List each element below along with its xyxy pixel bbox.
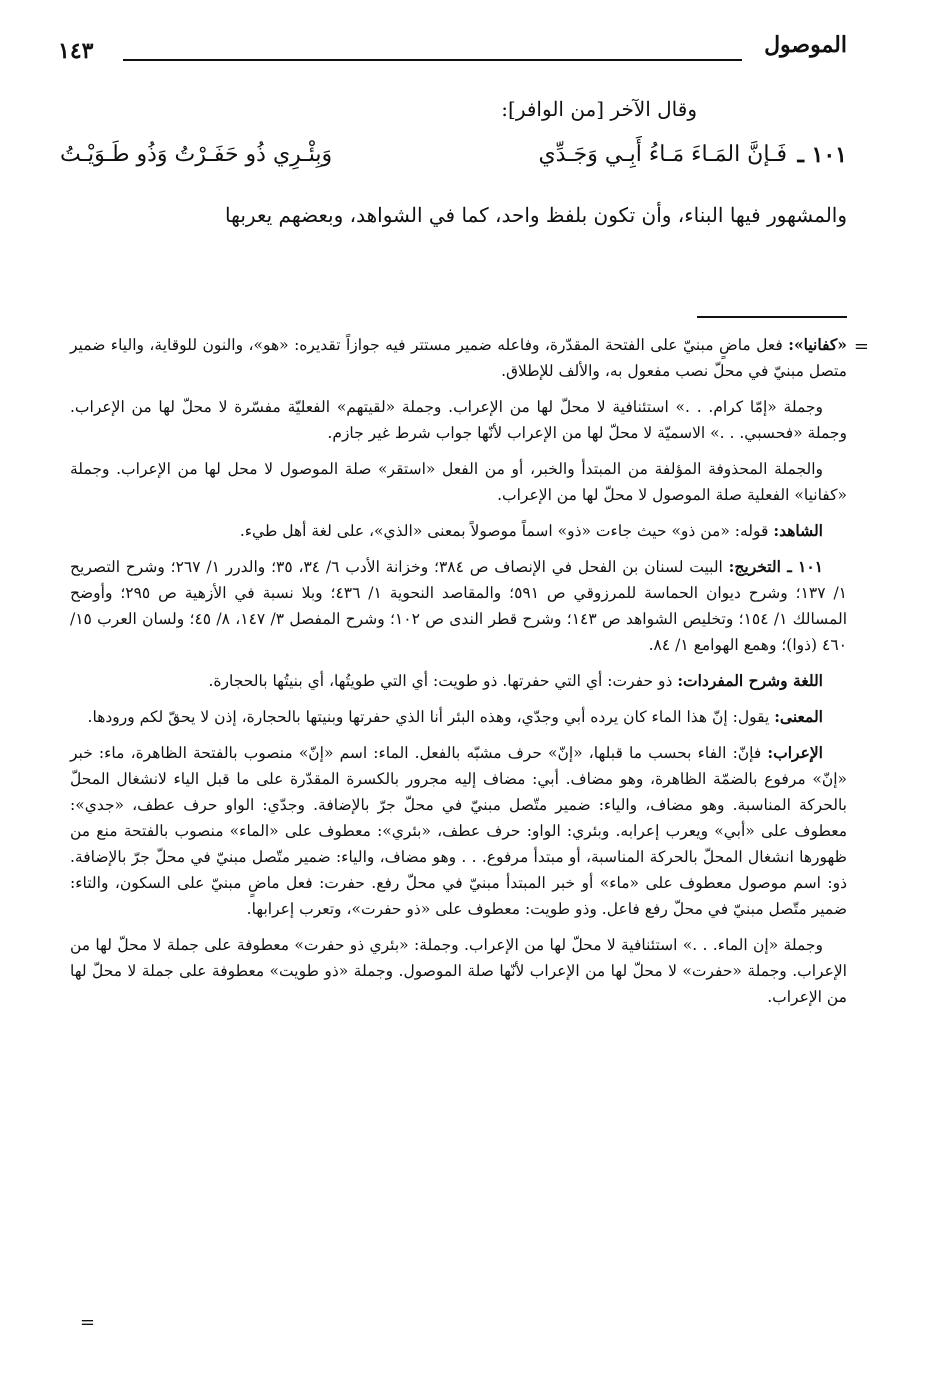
footnote-jumla-2: والجملة المحذوفة المؤلفة من المبتدأ والخبر، أو من الفعل «استقر» صلة الموصول لا محل لها من الإعراب. وجملة «كفانيا» الفعلية صلة الموصول لا محلّ لها من الإعراب. [70, 460, 847, 504]
footnote-jumal: وجملة «إن الماء. . .» استئنافية لا محلّ لها من الإعراب. وجملة: «بئري ذو حفرت» معطوفة على جملة لا محلّ لها من الإعراب. وجملة «حفرت» لا محلّ لها من الإعراب لأنّها صلة الموصول. وجملة «ذو طويت» معطوفة على جملة لا محلّ لها من الإعراب. [70, 936, 847, 1006]
shahid-text: قوله: «من ذو» حيث جاءت «ذو» اسماً موصولاً بمعنى «الذي»، على لغة أهل طيء. [239, 522, 774, 540]
verse-second-hemistich: وَبِئْـرِي ذُو حَفَـرْتُ وَذُو طَـوَيْـتُ [60, 142, 333, 167]
lugha-text: ذو حفرت: أي التي حفرتها. ذو طويت: أي التي طويتُها، أي بنيتُها بالحجارة. [208, 672, 678, 690]
verse-number: ١٠١ ـ [797, 142, 847, 168]
takhrij-text: البيت لسنان بن الفحل في الإنصاف ص ٣٨٤؛ وخزانة الأدب ٦/ ٣٤، ٣٥؛ والدرر ١/ ٢٦٧؛ وشرح التصريح ١/ ١٣٧؛ وشرح ديوان الحماسة للمرزوقي ص ٥٩١؛ والمقاصد النحوية ١/ ٤٣٦؛ وبلا نسبة في الأزهية ص ٢٩٥؛ وأوضح المسالك ١/ ١٥٤؛ وتخليص الشواهد ص ١٤٣؛ وشرح قطر الندى ص ١٠٢؛ وشرح المفصل ٣/ ١٤٧، ٨/ ٤٥؛ ولسان العرب ١٥/ ٤٦٠ (ذوا)؛ وهمع الهوامع ١/ ٨٤. [70, 558, 848, 654]
running-title: الموصول [764, 32, 847, 58]
footnote-lugha [70, 668, 847, 694]
takhrij-label: ١٠١ ـ التخريج: [728, 557, 823, 576]
footnote-separator [697, 316, 847, 318]
irab-label: الإعراب: [767, 743, 823, 762]
footnote-shahid [70, 518, 847, 544]
footnote-kafaniya [70, 332, 847, 384]
shahid-label: الشاهد: [773, 521, 823, 540]
footnote-irab [70, 740, 847, 922]
lugha-label: اللغة وشرح المفردات: [677, 671, 823, 690]
page-header [58, 32, 847, 72]
continuation-mark: = [853, 336, 869, 357]
maana-label: المعنى: [774, 707, 823, 726]
irab-text: فإنّ: الفاء بحسب ما قبلها، «إنّ» حرف مشبّه بالفعل. الماء: اسم «إنّ» منصوب بالفتحة الظاهرة، ماء: خبر «إنّ» مرفوع بالضمّة الظاهرة، وهو مضاف. أبي: مضاف إليه مجرور بالكسرة المقدّرة على ما قبل الياء لانشغال المحلّ بالحركة المناسبة. وهو مضاف، والياء: ضمير متّصل مبنيّ في محلّ جرّ بالإضافة. وجدّي: الواو حرف عطف، «جدي»: معطوف على «أبي» ويعرب إعرابه. وبئري: الواو: حرف عطف، «بئري»: معطوف على «الماء» منصوب بالفتحة منع من ظهورها انشغال المحلّ بالحركة المناسبة، أو مبتدأ مرفوع. . . وهو مضاف، والياء: ضمير متّصل مبنيّ في محلّ جرّ بالإضافة. ذو: اسم موصول معطوف على «ماء» أو خبر المبتدأ مبنيّ في محلّ رفع. حفرت: فعل ماضٍ مبنيّ على السكون، والتاء: ضمير متّصل مبنيّ في محلّ رفع فاعل. وذو طويت: معطوف على «ذو حفرت»، وتعرب إعرابها. [70, 744, 847, 918]
footnote-jumla-1: وجملة «إمّا كرام. . .» استئنافية لا محلّ لها من الإعراب. وجملة «لقيتهم» الفعليّة مفسّرة لا محلّ لها من الإعراب. وجملة «فحسبي. . .» الاسميّة لا محلّ لها من الإعراب لأنّها جواب شرط غير جازم. [70, 398, 847, 442]
footnotes [70, 332, 869, 1020]
maana-text: يقول: إنّ هذا الماء كان يرده أبي وجدّي، وهذه البئر أنا الذي حفرتها وبنيتها بالحجارة، إذن لا يحقّ لكم ورودها. [87, 708, 775, 726]
footnote-takhrij [70, 554, 847, 658]
footnote-label: «كفانيا»: [788, 335, 847, 354]
page-number: ١٤٣ [58, 38, 94, 64]
verse-first-hemistich: فَـإنَّ المَـاءَ مَـاءُ أَبِـي وَجَـدِّي [538, 142, 787, 167]
end-continuation-mark: = [79, 1312, 95, 1333]
footnote-maana [70, 704, 847, 730]
verse-intro: وقال الآخر [من الوافر]: [501, 97, 697, 121]
main-paragraph: والمشهور فيها البناء، وأن تكون بلفظ واحد، كما في الشواهد، وبعضهم يعربها [225, 203, 847, 227]
header-rule [123, 59, 742, 61]
main-text [60, 92, 847, 232]
verse-line [60, 130, 847, 190]
footnote-text: فعل ماضٍ مبنيّ على الفتحة المقدّرة، وفاعله ضمير مستتر فيه جوازاً تقديره: «هو»، والنون للوقاية، والياء ضمير متصل مبنيّ في محلّ نصب مفعول به، والألف للإطلاق. [70, 336, 847, 380]
